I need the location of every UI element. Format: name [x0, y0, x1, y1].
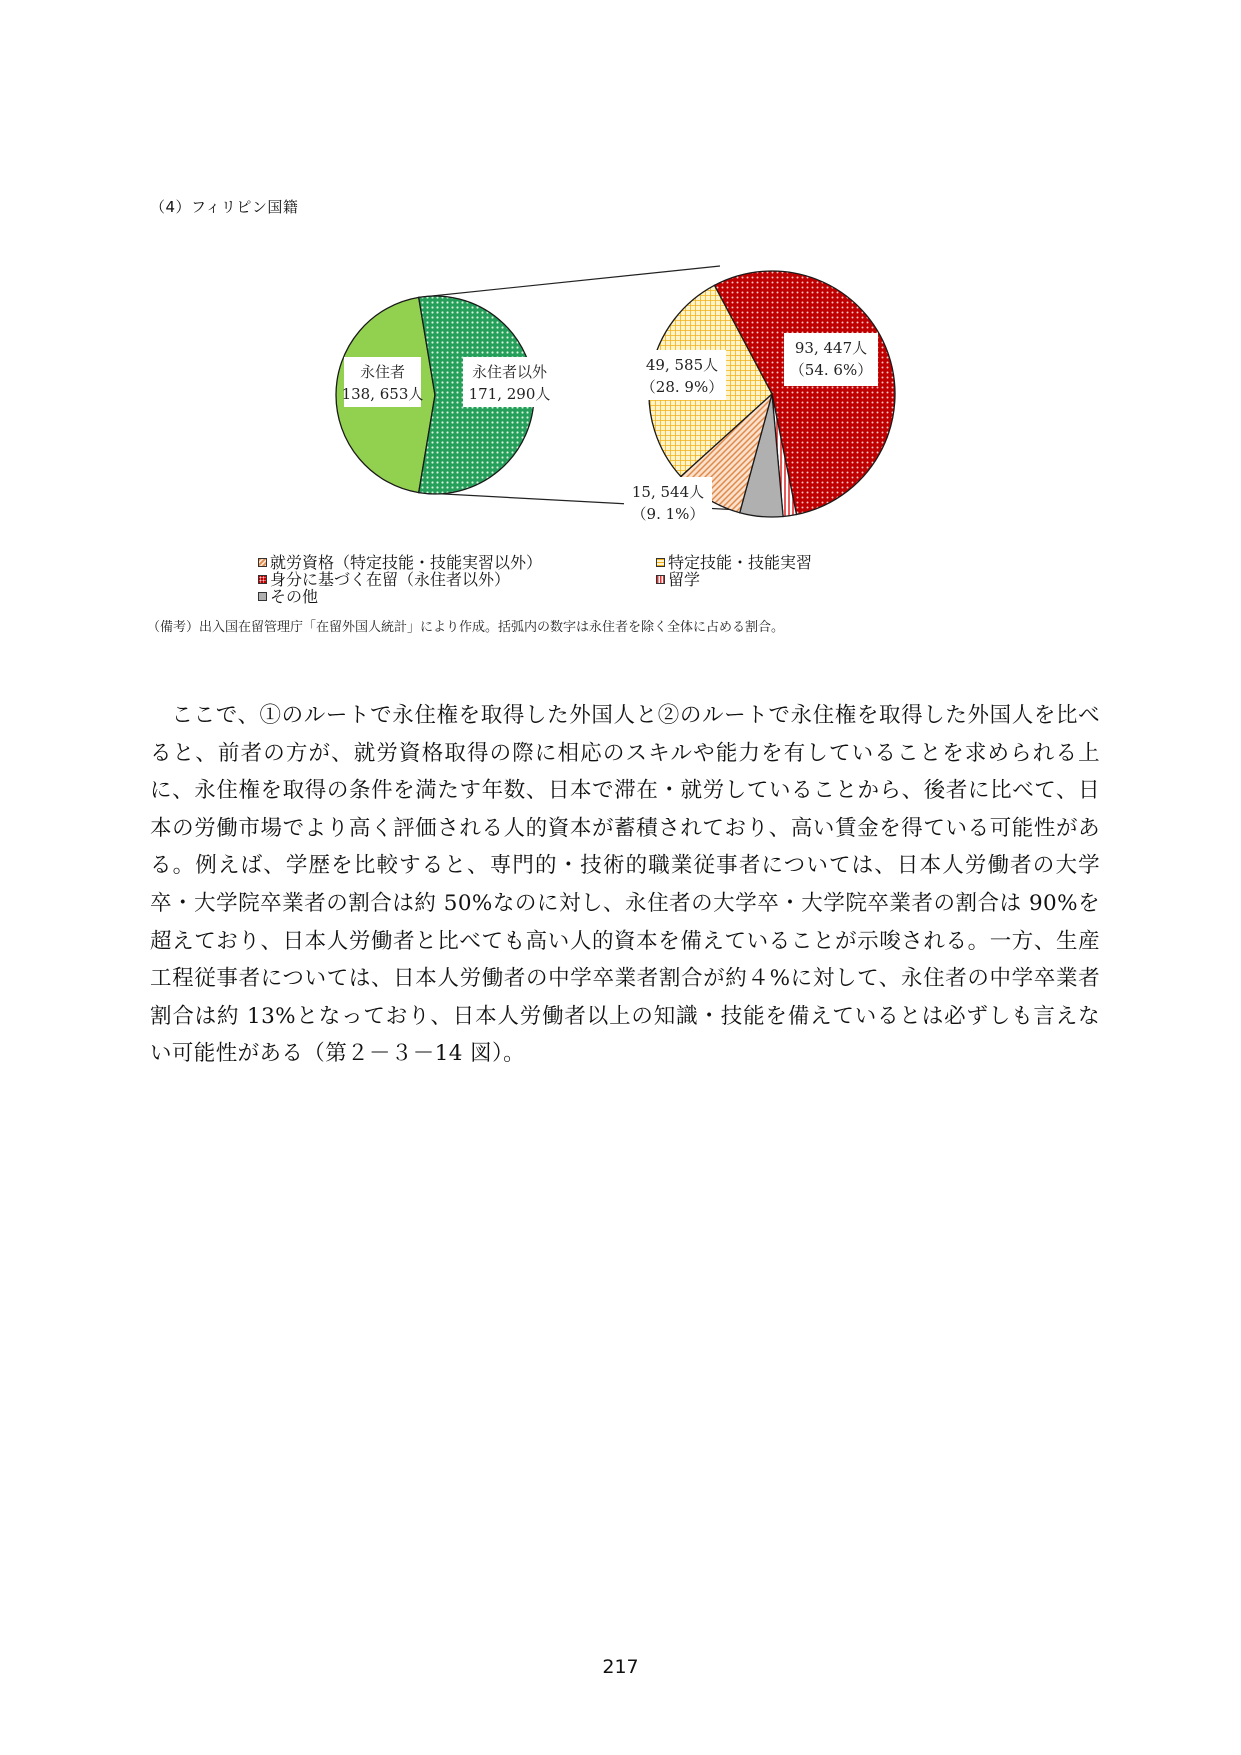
pie-charts: [0, 0, 1241, 640]
legend-item: [656, 571, 700, 588]
legend-swatch: [656, 558, 665, 567]
chart-note: （備考）出入国在留管理庁「在留外国人統計」により作成。括弧内の数字は永住者を除く全体に占める割合。: [147, 620, 785, 635]
label-status-residence: [784, 333, 878, 386]
label-work-visa-line: 15, 544人: [631, 483, 705, 501]
label-permanent-line: 138, 653人: [341, 385, 424, 403]
legend-item: [656, 554, 812, 571]
legend-swatch: [656, 575, 665, 584]
label-work-visa-line: （9. 1%）: [631, 505, 705, 523]
legend-label: 特定技能・技能実習: [668, 553, 813, 572]
label-permanent-line: 永住者: [359, 363, 406, 381]
label-work-visa: [624, 477, 712, 527]
label-status-residence-line: （54. 6%）: [789, 361, 873, 379]
label-specified-skill: [638, 350, 726, 400]
legend-item: [258, 571, 510, 588]
label-specified-skill-line: （28. 9%）: [640, 378, 724, 396]
label-non-permanent-line: 171, 290人: [468, 385, 551, 403]
section-title: （4）フィリピン国籍: [150, 198, 299, 216]
connector-top: [419, 266, 720, 297]
legend-swatch: [258, 592, 267, 601]
label-non-permanent-line: 永住者以外: [471, 363, 548, 381]
label-non-permanent: [463, 357, 556, 407]
legend-item: [258, 554, 542, 571]
legend-label: 就労資格（特定技能・技能実習以外）: [270, 553, 543, 572]
body-text: [150, 697, 1100, 1073]
body-paragraph: ここで、①のルートで永住権を取得した外国人と②のルートで永住権を取得した外国人を比べると、前者の方が、就労資格取得の際に相応のスキルや能力を有していることを求められる上に、永住権を取得の条件を満たす年数、日本で滞在・就労していることから、後者に比べて、日本の労働市場でより高く評価される人的資本が蓄積されており、高い賃金を得ている可能性がある。例えば、学歴を比較すると、専門的・技術的職業従事者については、日本人労働者の大学卒・大学院卒業者の割合は約 50%なのに対し、永住者の大学卒・大学院卒業者の割合は 90%を超えており、日本人労働者と比べても高い人的資本を備えていることが示唆される。一方、生産工程従事者については、日本人労働者の中学卒業者割合が約４%に対して、永住者の中学卒業者割合は約 13%となっており、日本人労働者以上の知識・技能を備えているとは必ずしも言えない可能性がある（第２－３－14 図）。: [150, 703, 1100, 1067]
legend-label: その他: [270, 587, 319, 606]
legend-label: 身分に基づく在留（永住者以外）: [270, 570, 511, 589]
label-specified-skill-line: 49, 585人: [645, 356, 719, 374]
legend-label: 留学: [668, 570, 701, 589]
page-number: 217: [602, 1656, 639, 1678]
legend-swatch: [258, 575, 267, 584]
legend-item: [258, 588, 318, 605]
label-permanent: [342, 357, 424, 407]
label-status-residence-line: 93, 447人: [794, 339, 868, 357]
legend-swatch: [258, 558, 267, 567]
